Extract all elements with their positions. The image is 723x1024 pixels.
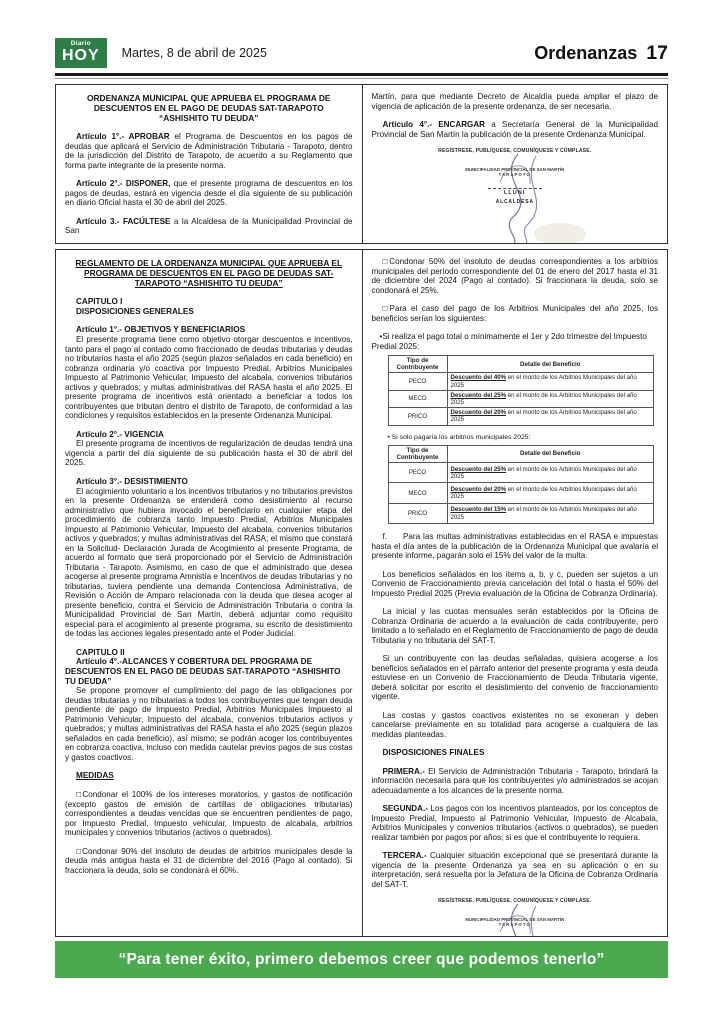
table-row: PECO Descuento del 40% en el monto de los Arbitrios Municipales del año 2025 [388,373,654,390]
column-header: Detalle del Beneficio [447,445,654,462]
paragraph: El presente programa tiene como objetivo otorgar descuentos e incentivos, tanto para el pago al contado como fraccionado de deudas tributarias y deudas no tributarios hasta el año 2025 (según plazos señalados en cada beneficio) en cobranza ordinaria y/o coactiva por Impuesto Predial, Arbitrios Municipales Impuesto al Patrimonio Vehicular, Impuesto del alcabala, convenios tributarios activos y quebrados; y multas administrativas del RASA hasta el año 2025. El presente programa de incentivos está orientado a beneficiar a todos los contribuyentes que tributan dentro el distrito de Tarapoto, de conformidad a las condiciones y requisitos establecidos en la presente Ordenanza Municipal. [65,335,353,421]
signature-block [372,148,659,243]
registrese-line: REGÍSTRESE, PUBLÍQUESE, COMUNÍQUESE Y CÚMPLASE. [438,148,592,154]
quote-text: “Para tener éxito, primero debemos creer que podemos tenerlo” [118,950,605,968]
registrese-line: REGÍSTRESE, PUBLÍQUESE, COMUNÍQUESE Y CÚMPLASE. [438,898,592,905]
paragraph: □Condonar el 100% de los intereses moratorios, y gastos de notificación (excepto gastos de emisión de cartillas de obligaciones tributarias) correspondientes a deudas vencidas que se encuentren pendientes de pago, por Impuesto Predial, Impuesto vehicular, Impuesto de alcabala, arbitrios municipales y convenios tributarios (activos o quebrados). [65,790,353,838]
logo-small-text: Diario [70,39,91,47]
bullet-line: • Si solo pagaría los arbitrios municipales 2025: [387,433,531,441]
logo-main-text: HOY [62,47,100,65]
paragraph: PRIMERA.- El Servicio de Administración Tributaria - Tarapoto, brindará la información necesaria para que los contribuyentes y/o administrados se acojan adecuadamente a los alcances de la presente norma. [371,766,658,795]
signature-block [372,898,659,936]
chapter-heading: CAPITULO II [76,647,125,657]
page-number: 17 [646,41,668,64]
paragraph: La inicial y las cuotas mensuales serán establecidos por la Oficina de Cobranza Ordinaria de acuerdo a la evaluación de cada contribuyente, pero limitado a lo señalado en el Reglamento de Fraccionamiento de pago de deuda Tributaria y no tributaria del SAT-T. [371,607,658,645]
ordenanza-right-column [362,85,668,243]
reglamento-article-box [55,249,668,937]
paragraph: □Condonar 50% del insoluto de deudas correspondientes a los arbitrios municipales del período correspondiente del 01 de enero del 2017 hasta el 31 de diciembre del 2024 (Pago al contado). Si fraccionara la deuda, solo se condonará el 25%. [371,257,658,295]
paragraph: El acogimiento voluntario a los incentivos tributarios y no tributarios previstos en la presente Ordenanza se entenderá como desistimiento al recurso administrativo que hubiera invocado el beneficiario en cualquier etapa del procedimiento de cobranza tanto Impuesto Predial, Arbitrios Municipales Impuesto al Patrimonio Vehicular, Impuesto del alcabala, convenios tributarios activos y quebrados; y multas administrativas del RASA; el mismo que constará en la Solicitud- Declaración Jurada de Acogimiento al presente Programa, de acuerdo al formato que será proporcionado por el Servicio de Administración Tributaria - Tarapoto. Asimismo, en caso de que el administrado que desea acogerse al presente programa Amnistía e Incentivos de deudas tributarias y no tributarias, tuviera pendiente una demanda Contenciosa Administrativa, de Revisión o Acción de Amparo relacionada con la deuda que desea acoger al presente beneficio, contra el Servicio de Administración Tributaria o contra la Municipalidad Provincial de San Martín, deberá adjuntar como requisito especial para el acogimiento al presente programa, su escrito de desistimiento de todas las acciones legales presentado ante el Poder Judicial. [65,486,353,639]
table-row: PRICO Descuento del 20% en el monto de los Arbitrios Municipales del año 2025 [388,408,654,425]
stamp [465,917,564,936]
reglamento-left-column [56,250,362,936]
bullet-line: •Si realiza el pago total o mínimamente el 1er y 2do trimestre del Impuesto Predial 2025: [371,332,647,351]
ordenanza-title: ORDENANZA MUNICIPAL QUE APRUEBA EL PROGRAMA DE DESCUENTOS EN EL PAGO DE DEUDAS SAT-TARAPOTO “ASHISHITO TU DEUDA” [86,93,331,123]
article-heading: Artículo 4°.-ALCANCES Y COBERTURA DEL PROGRAMA DE DESCUENTOS EN EL PAGO DE DEUDAS SAT-TARAPOTO “ASHISHITO TU DEUDA” [65,657,341,686]
paragraph: Artículo 4°.- ENCARGAR a Secretaría General de la Municipalidad Provincial de San Martín la publicación de la presente Ordenanza Municipal. [371,120,659,139]
column-header: Detalle del Beneficio [447,356,654,373]
quote-banner [55,941,668,978]
table-header-row [388,356,654,373]
paragraph: Se propone promover el cumplimiento del pago de las obligaciones por deudas tributarias y no tributarias a todos los contribuyentes que tengan deuda pendiente de pago de Impuesto Predial, Arbitrios Municipales Impuesto al Patrimonio Vehicular, Impuesto del alcabala, convenios tributarios activos y quebrados; y multas administrativas del RASA hasta el año 2025 (según plazos señalados en cada beneficio), así mismo; se podrán acoger los contribuyentes en cobranza coactiva, incluso con medida cautelar previos pagos de sus costas y gastos coactivos. [65,686,353,762]
table-row: PRICO Descuento del 15% en el monto de los Arbitrios Municipales del año 2025 [388,503,654,523]
diario-hoy-logo [55,38,107,69]
article-heading: Artículo 3°.- DESISTIMIENTO [76,476,188,486]
column-header: Tipo de Contribuyente [388,445,447,462]
medidas-heading: MEDIDAS [76,771,114,781]
paragraph: Los beneficios señalados en los ítems a, b, y c, pueden ser sujetos a un Convenio de Fraccionamiento previa cancelación del total o hasta el 50% del Impuesto Predial 2025 (Previa evaluación de la Oficina de Cobranza Ordinaria). [371,569,658,598]
signatory-name: LLUNI [488,188,542,196]
chapter-subheading: DISPOSICIONES GENERALES [76,306,194,316]
paragraph: Si un contribuyente con las deudas señaladas, quisiera acogerse a los beneficios señalados en el párrafo anterior del presente programa y esta deuda estuviese en un Convenio de Fraccionamiento de Deuda Tributaria vigente, deberá solicitar por escrito el desistimiento del convenio de fraccionamiento vigente. [371,654,658,702]
masthead-rule-thick [55,73,668,76]
reglamento-right-column [362,250,668,936]
reglamento-title: REGLAMENTO DE LA ORDENANZA MUNICIPAL QUE APRUEBA EL PROGRAMA DE DESCUENTOS EN EL PAGO DE DEUDAS SAT-TARAPOTO “ASHISHITO TU DEUDA” [75,258,343,288]
column-header: Tipo de Contribuyente [388,356,447,373]
paragraph: Martín, para que mediante Decreto de Alcaldía pueda ampliar el plazo de vigencia de aplicación de la presente ordenanza, de ser necesaria. [371,92,658,111]
paragraph: SEGUNDA.- Los pagos con los incentivos planteados, por los conceptos de Impuesto Predial, Impuesto al Patrimonio Vehicular, Impuesto de Alcabala, Arbitrios Municipales y convenios tributarios (activos o quebrados), se pueden realizar también por pagos por años; si es que el contribuyente lo requiera. [371,804,658,842]
stamp [465,167,564,205]
benefit-table-1 [388,355,655,426]
paragraph: □Para el caso del pago de los Arbitrios Municipales del año 2025, los beneficios serían los siguientes: [371,304,658,323]
section-title: Ordenanzas [534,42,638,63]
edition-date: Martes, 8 de abril de 2025 [121,46,267,60]
table-header-row [388,445,654,462]
paragraph: El presente programa de incentivos de regularización de deudas tendrá una vigencia a partir del día siguiente de su publicación hasta el 30 de abril del 2025. [65,439,353,468]
chapter-heading: CAPITULO I [76,297,123,306]
benefit-table-2 [388,445,655,525]
ordenanza-article-box [55,84,668,244]
paragraph: Artículo 1°.- APROBAR el Programa de Descuentos en los pagos de deudas que aplicará el Servicio de Administración Tributaria - Tarapoto, dentro de la jurisdicción del Distrito de Tarapoto, de acuerdo a su Reglamento que forma parte integrante de la presente norma. [65,132,353,170]
stamp-line-2: TARAPOTO [498,922,531,928]
stamp-line-1: MUNICIPALIDAD PROVINCIAL DE SAN MARTÍN [465,917,565,923]
signatory-title: ALCALDESA [495,199,534,205]
table-row: MECO Descuento del 25% en el monto de los Arbitrios Municipales del año 2025 [388,390,654,407]
paragraph: Artículo 2°.- DISPONER, que el presente programa de descuentos en los pagos de deudas, estará en vigencia desde el día siguiente de su publicación en diario Oficial hasta el 30 de abril del 2025. [65,179,353,207]
stamp-line-2: TARAPOTO [498,172,531,177]
masthead-rule-thin [55,78,668,79]
paragraph: Artículo 3.- FACÚLTESE a la Alcaldesa de la Municipalidad Provincial de San [65,216,353,235]
paragraph: Las costas y gastos coactivos existentes no se exoneran y deben cancelarse previamente en su totalidad para acogerse a cualquiera de las medidas planteadas. [371,710,658,739]
disposiciones-finales-heading: DISPOSICIONES FINALES [382,748,485,758]
table-row: MECO Descuento del 20% en el monto de los Arbitrios Municipales del año 2025 [388,483,654,503]
table-row: PECO Descuento del 25% en el monto de los Arbitrios Municipales del año 2025 [388,463,654,483]
paragraph: f. Para las multas administrativas establecidas en el RASA e impuestas hasta el día antes de la publicación de la Ordenanza Municipal que avalaría el presente informe, pagarán solo el 15% del valor de la multa. [371,532,658,561]
stamp-line-1: MUNICIPALIDAD PROVINCIAL DE SAN MARTÍN [465,167,565,172]
paragraph: □Condonar 90% del insoluto de deudas de arbitrios municipales desde la deuda más antigua hasta el 31 de diciembre del 2016 (Pago al contado). Si fraccionara la deuda, solo se condonará el 60%. [65,846,353,875]
paragraph: TERCERA.- Cualquier situación excepcional que se presentará durante la vigencia de la presente Ordenanza ya sea en su aplicación o en su interpretación, será resuelta por la Jefatura de la Oficina de Cobranza Ordinaria del SAT-T. [371,851,658,889]
article-heading: Artículo 1°.- OBJETIVOS Y BENEFICIARIOS [76,325,246,335]
ordenanza-left-column [56,85,362,243]
masthead [55,36,668,70]
article-heading: Artículo 2°.- VIGENCIA [76,429,164,439]
